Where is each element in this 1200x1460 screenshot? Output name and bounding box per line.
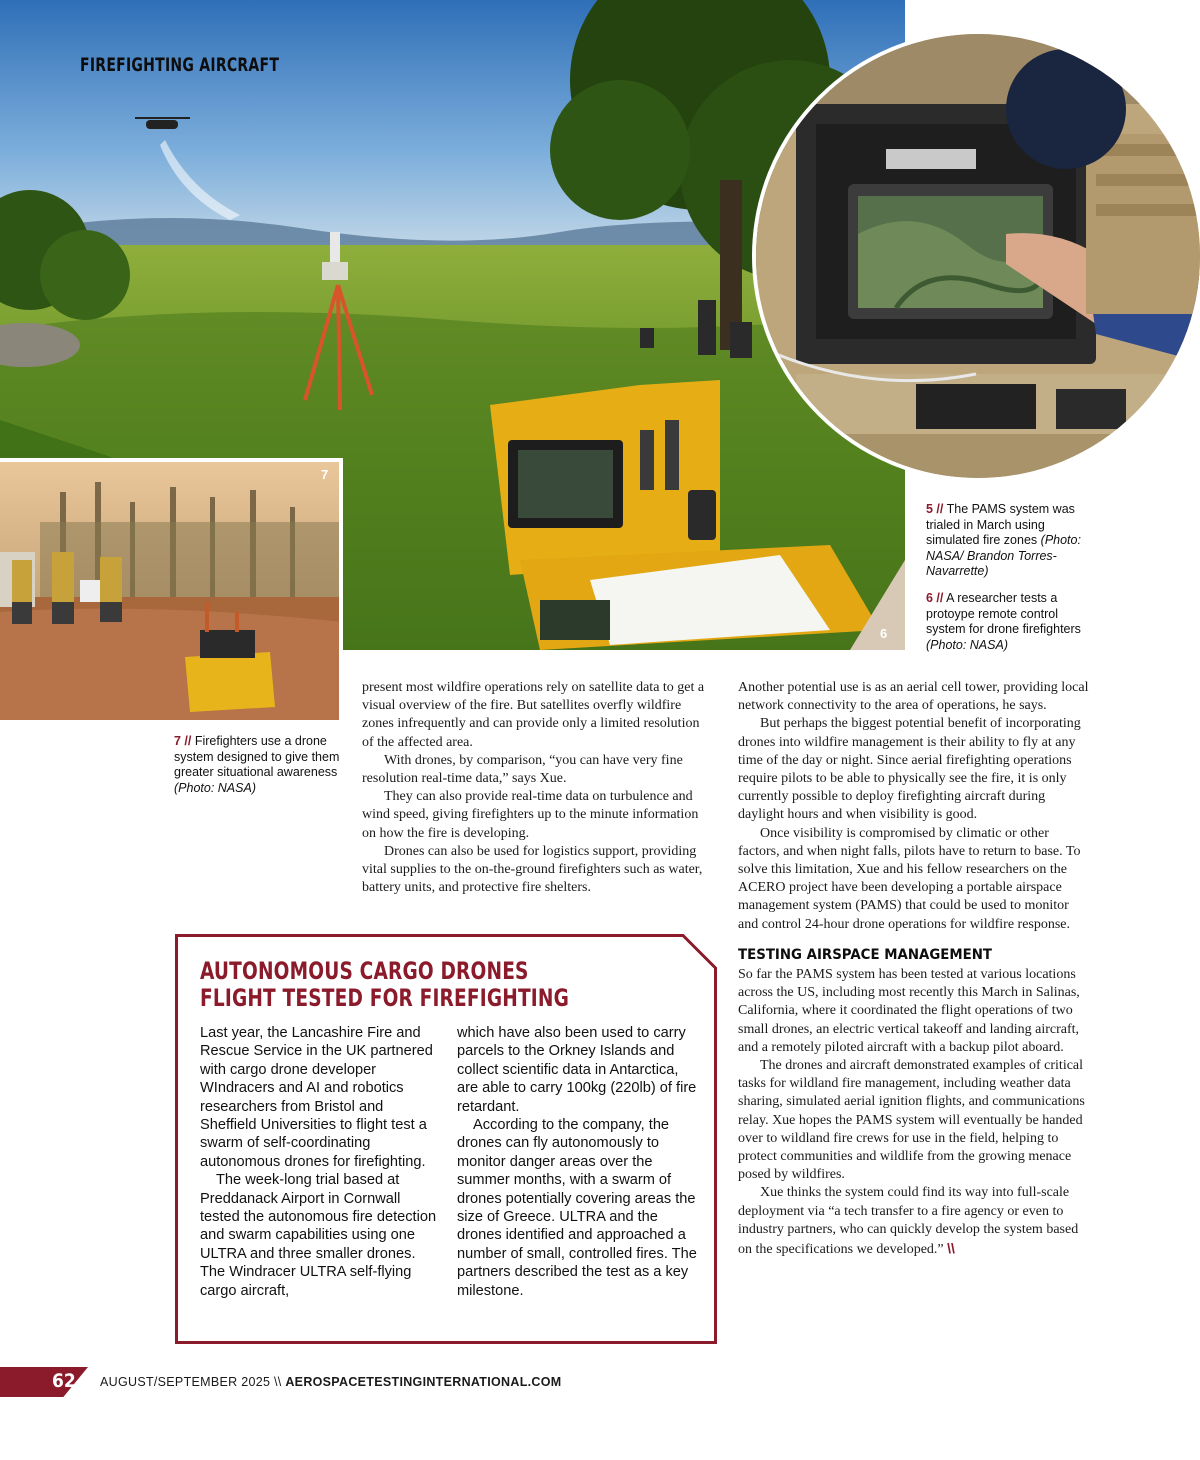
subheading: TESTING AIRSPACE MANAGEMENT	[738, 946, 993, 963]
website-link[interactable]: AEROSPACETESTINGINTERNATIONAL.COM	[285, 1375, 562, 1389]
paragraph: The week-long trial based at Preddanack Airport in Cornwall tested the autonomous fire detection and swarm capabilities using one ULTRA and three smaller drones. The Windracer ULTRA self-flying cargo aircraft,	[200, 1172, 437, 1299]
caption-number: 6 //	[926, 591, 944, 605]
caption-photo-7	[174, 734, 346, 796]
paragraph: But perhaps the biggest potential benefit of incorporating drones into wildfire management is their ability to fly at any time of the day or night. Since aerial firefighting operations require pilots to be able to physically see the fire, it is only currently possible to deploy firefighting aircraft during daylight hours and when visibility is good.	[738, 716, 1081, 823]
caption-credit: (Photo: NASA)	[174, 780, 256, 795]
issue-date: AUGUST/SEPTEMBER 2025	[100, 1375, 271, 1389]
footer-line	[100, 1375, 561, 1389]
caption-photo-6	[926, 591, 1098, 653]
boxout-title	[200, 958, 630, 1012]
paragraph: Once visibility is compromised by climatic or other factors, and when night falls, pilots have to return to base. To solve this limitation, Xue and his fellow researchers on the ACERO project have been developing a portable airspace management system (PAMS) that could be used to monitor and control 24-hour drone operations for wildfire response.	[738, 825, 1081, 932]
paragraph: They can also provide real-time data on turbulence and wind speed, giving firefighters up to the minute information on how the fire is developing.	[362, 789, 699, 841]
end-mark: \\	[947, 1240, 955, 1257]
paragraph: which have also been used to carry parcels to the Orkney Islands and collect scientific data in Antarctica, are able to carry 100kg (220lb) of fire retardant.	[457, 1025, 697, 1115]
caption-credit: (Photo: NASA/ Brandon Torres-Navarrette)	[926, 533, 1081, 579]
paragraph: Last year, the Lancashire Fire and Rescue Service in the UK partnered with cargo drone developer WIndracers and AI and robotics researchers from Bristol and Sheffield Universities to flight test a swarm of self-coordinating autonomous drones for firefighting.	[200, 1025, 433, 1170]
caption-number: 7 //	[174, 734, 192, 748]
boxout-column-1	[200, 1024, 438, 1300]
inset-photo-firefighters	[0, 458, 343, 720]
paragraph: Drones can also be used for logistics support, providing vital supplies to the on-the-ground firefighters such as water, battery units, and protective fire shelters.	[362, 843, 703, 896]
caption-text: Firefighters use a drone system designed to give them greater situational awareness	[174, 734, 340, 780]
circle-photo-pams-tablet	[752, 30, 1200, 482]
boxout-title-line: FLIGHT TESTED FOR FIREFIGHTING	[200, 984, 569, 1012]
paragraph: Another potential use is as an aerial cell tower, providing local network connectivity to the area of operations, he says.	[738, 680, 1089, 714]
footer-separator: \\	[274, 1375, 282, 1389]
boxout-column-2	[457, 1024, 697, 1300]
caption-photo-5	[926, 502, 1096, 580]
boxout-title-line: AUTONOMOUS CARGO DRONES	[200, 957, 529, 985]
page-number: 62	[52, 1370, 76, 1392]
paragraph: The drones and aircraft demonstrated examples of critical tasks for wildland fire management, including weather data sharing, simulated aerial ignition flights, and communications relay. Xue hopes the PAMS system will eventually be handed over to wildland fire crews for use in the field, helping to protect communities and wildlife from the growing menace posed by wildfires.	[738, 1058, 1085, 1183]
paragraph: Xue thinks the system could find its way into full-scale deployment via “a tech transfer to a fire agency or even to industry partners, who can quickly develop the system based on the specifications we developed.”	[738, 1185, 1079, 1258]
photo-number-6: 6	[880, 626, 888, 641]
caption-text: The PAMS system was trialed in March using simulated fire zones	[926, 502, 1075, 548]
caption-number: 5 //	[926, 502, 944, 516]
section-label: FIREFIGHTING AIRCRAFT	[80, 54, 280, 76]
caption-credit: (Photo: NASA)	[926, 637, 1008, 652]
article-column-2	[738, 679, 1090, 1259]
photo-number-5: 5	[1112, 430, 1120, 445]
article-column-1	[362, 679, 712, 897]
caption-text: A researcher tests a protoype remote control system for drone firefighters	[926, 591, 1081, 637]
paragraph: With drones, by comparison, “you can have very fine resolution real-time data,” says Xue.	[362, 752, 683, 787]
paragraph: According to the company, the drones can fly autonomously to monitor danger areas over the summer months, with a swarm of drones potentially covering areas the size of Greece. ULTRA and the drones identified and approached a number of small, controlled fires. The partners described the test as a key milestone.	[457, 1117, 697, 1299]
photo-number-7: 7	[321, 467, 329, 482]
paragraph: So far the PAMS system has been tested at various locations across the US, including most recently this March in Salinas, California, where it coordinated the flight operations of two small drones, an electric vertical takeoff and landing aircraft, and a remotely piloted aircraft with a backup pilot aboard.	[738, 967, 1080, 1055]
paragraph: present most wildfire operations rely on satellite data to get a visual overview of the fire. But satellites overfly wildfire zones infrequently and can provide only a limited resolution of the affected area.	[362, 680, 705, 750]
